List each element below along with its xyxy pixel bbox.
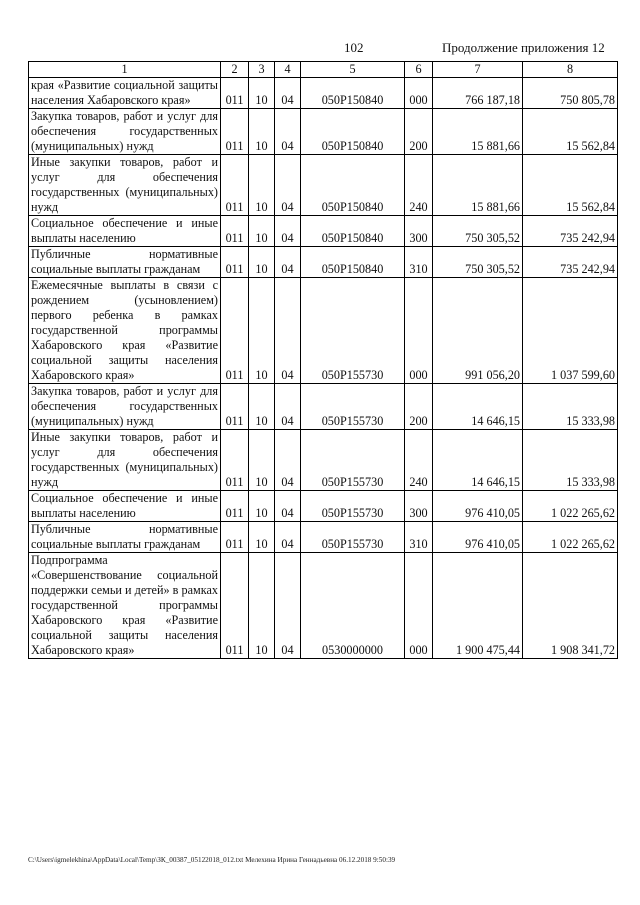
cell-target: 050Р155730 <box>301 384 405 430</box>
table-row <box>29 109 618 155</box>
budget-table <box>28 61 618 659</box>
cell-amount-2: 1 037 599,60 <box>523 278 618 384</box>
column-header: 1 <box>29 62 221 78</box>
appendix-title: Продолжение приложения 12 <box>442 40 605 55</box>
cell-expense-type: 240 <box>405 155 433 216</box>
row-name: Закупка товаров, работ и услуг для обеспечения государственных (муниципальных) нужд <box>29 384 221 430</box>
table-row <box>29 491 618 522</box>
table-row <box>29 278 618 384</box>
cell-target: 050Р150840 <box>301 155 405 216</box>
cell-subsection: 04 <box>275 216 301 247</box>
cell-amount-1: 750 305,52 <box>433 247 523 278</box>
cell-amount-1: 1 900 475,44 <box>433 553 523 659</box>
cell-subsection: 04 <box>275 78 301 109</box>
row-name: края «Развитие социальной защиты населения Хабаровского края» <box>29 78 221 109</box>
table-row <box>29 155 618 216</box>
column-header: 7 <box>433 62 523 78</box>
cell-ministry: 011 <box>221 78 249 109</box>
cell-section: 10 <box>249 109 275 155</box>
cell-section: 10 <box>249 278 275 384</box>
cell-target: 050Р155730 <box>301 522 405 553</box>
cell-amount-2: 1 908 341,72 <box>523 553 618 659</box>
cell-amount-1: 976 410,05 <box>433 522 523 553</box>
cell-amount-2: 15 562,84 <box>523 109 618 155</box>
column-header: 2 <box>221 62 249 78</box>
cell-section: 10 <box>249 430 275 491</box>
cell-section: 10 <box>249 522 275 553</box>
table-row <box>29 384 618 430</box>
cell-ministry: 011 <box>221 553 249 659</box>
cell-amount-2: 1 022 265,62 <box>523 522 618 553</box>
cell-amount-2: 15 333,98 <box>523 384 618 430</box>
file-path-footer: C:\Users\igmelekhina\AppData\Local\Temp\ЗК_00387_05122018_012.txt Мелехина Ирина Геннадьевна 06.12.2018 9:50:39 <box>28 856 396 864</box>
cell-section: 10 <box>249 78 275 109</box>
cell-amount-2: 15 562,84 <box>523 155 618 216</box>
cell-amount-2: 735 242,94 <box>523 216 618 247</box>
cell-expense-type: 200 <box>405 384 433 430</box>
table-row <box>29 78 618 109</box>
cell-expense-type: 310 <box>405 247 433 278</box>
cell-ministry: 011 <box>221 522 249 553</box>
cell-subsection: 04 <box>275 247 301 278</box>
cell-ministry: 011 <box>221 430 249 491</box>
cell-subsection: 04 <box>275 109 301 155</box>
cell-amount-1: 750 305,52 <box>433 216 523 247</box>
row-name: Социальное обеспечение и иные выплаты населению <box>29 491 221 522</box>
row-name: Иные закупки товаров, работ и услуг для обеспечения государственных (муниципальных) нужд <box>29 430 221 491</box>
cell-amount-2: 735 242,94 <box>523 247 618 278</box>
cell-ministry: 011 <box>221 216 249 247</box>
cell-amount-1: 14 646,15 <box>433 430 523 491</box>
column-header: 8 <box>523 62 618 78</box>
cell-ministry: 011 <box>221 384 249 430</box>
cell-target: 050Р150840 <box>301 78 405 109</box>
row-name: Подпрограмма «Совершенствование социальной поддержки семьи и детей» в рамках государственной программы Хабаровского края «Развитие социальной защиты населения Хабаровского края» <box>29 553 221 659</box>
cell-subsection: 04 <box>275 384 301 430</box>
cell-ministry: 011 <box>221 491 249 522</box>
cell-target: 050Р155730 <box>301 278 405 384</box>
cell-expense-type: 240 <box>405 430 433 491</box>
cell-expense-type: 300 <box>405 491 433 522</box>
cell-target: 0530000000 <box>301 553 405 659</box>
column-header: 3 <box>249 62 275 78</box>
cell-ministry: 011 <box>221 278 249 384</box>
cell-target: 050Р150840 <box>301 247 405 278</box>
cell-subsection: 04 <box>275 553 301 659</box>
cell-subsection: 04 <box>275 522 301 553</box>
row-name: Социальное обеспечение и иные выплаты населению <box>29 216 221 247</box>
cell-amount-1: 15 881,66 <box>433 109 523 155</box>
column-header-row <box>29 62 618 78</box>
cell-amount-1: 976 410,05 <box>433 491 523 522</box>
cell-expense-type: 000 <box>405 278 433 384</box>
cell-section: 10 <box>249 216 275 247</box>
cell-section: 10 <box>249 491 275 522</box>
cell-subsection: 04 <box>275 278 301 384</box>
cell-amount-1: 14 646,15 <box>433 384 523 430</box>
cell-amount-2: 750 805,78 <box>523 78 618 109</box>
table-row <box>29 430 618 491</box>
cell-expense-type: 000 <box>405 553 433 659</box>
cell-amount-1: 15 881,66 <box>433 155 523 216</box>
cell-amount-2: 1 022 265,62 <box>523 491 618 522</box>
page-number: 102 <box>344 40 364 55</box>
cell-section: 10 <box>249 247 275 278</box>
cell-target: 050Р155730 <box>301 430 405 491</box>
column-header: 5 <box>301 62 405 78</box>
cell-subsection: 04 <box>275 155 301 216</box>
cell-subsection: 04 <box>275 430 301 491</box>
cell-subsection: 04 <box>275 491 301 522</box>
table-row <box>29 553 618 659</box>
row-name: Публичные нормативные социальные выплаты гражданам <box>29 522 221 553</box>
cell-expense-type: 200 <box>405 109 433 155</box>
cell-amount-2: 15 333,98 <box>523 430 618 491</box>
row-name: Ежемесячные выплаты в связи с рождением (усыновлением) первого ребенка в рамках государственной программы Хабаровского края «Развитие социальной защиты населения Хабаровского края» <box>29 278 221 384</box>
table-row <box>29 522 618 553</box>
cell-ministry: 011 <box>221 155 249 216</box>
cell-ministry: 011 <box>221 247 249 278</box>
cell-section: 10 <box>249 553 275 659</box>
cell-ministry: 011 <box>221 109 249 155</box>
cell-section: 10 <box>249 384 275 430</box>
row-name: Публичные нормативные социальные выплаты гражданам <box>29 247 221 278</box>
column-header: 4 <box>275 62 301 78</box>
table-row <box>29 247 618 278</box>
cell-target: 050Р150840 <box>301 109 405 155</box>
cell-expense-type: 000 <box>405 78 433 109</box>
table-row <box>29 216 618 247</box>
column-header: 6 <box>405 62 433 78</box>
row-name: Закупка товаров, работ и услуг для обеспечения государственных (муниципальных) нужд <box>29 109 221 155</box>
cell-target: 050Р150840 <box>301 216 405 247</box>
cell-target: 050Р155730 <box>301 491 405 522</box>
cell-amount-1: 766 187,18 <box>433 78 523 109</box>
cell-amount-1: 991 056,20 <box>433 278 523 384</box>
cell-expense-type: 310 <box>405 522 433 553</box>
cell-section: 10 <box>249 155 275 216</box>
row-name: Иные закупки товаров, работ и услуг для обеспечения государственных (муниципальных) нужд <box>29 155 221 216</box>
cell-expense-type: 300 <box>405 216 433 247</box>
